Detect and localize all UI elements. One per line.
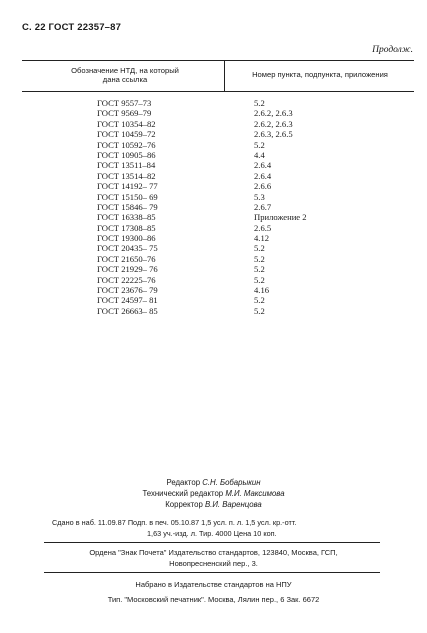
table-row bbox=[0, 150, 427, 160]
table-row bbox=[0, 233, 427, 243]
publisher-line-2: Новопресненский пер., 3. bbox=[169, 559, 258, 568]
table-row bbox=[0, 129, 427, 139]
table-row bbox=[0, 275, 427, 285]
table-row bbox=[0, 295, 427, 305]
table-row bbox=[0, 181, 427, 191]
table-row bbox=[0, 202, 427, 212]
clause-reference: 2.6.3, 2.6.5 bbox=[254, 129, 293, 140]
ntd-designation: ГОСТ 24597– 81 bbox=[97, 295, 158, 306]
clause-reference: 2.6.5 bbox=[254, 222, 272, 233]
ntd-designation: ГОСТ 15846– 79 bbox=[97, 201, 158, 212]
ntd-designation: ГОСТ 19300–86 bbox=[97, 233, 156, 244]
ntd-designation: ГОСТ 26663– 85 bbox=[97, 305, 158, 316]
ntd-designation: ГОСТ 20435– 75 bbox=[97, 243, 158, 254]
ntd-designation: ГОСТ 15150– 69 bbox=[97, 191, 158, 202]
table-row bbox=[0, 171, 427, 181]
typeset-line: Набрано в Издательстве стандартов на НПУ bbox=[135, 580, 292, 589]
clause-reference: 5.3 bbox=[254, 191, 265, 202]
clause-reference: 2.6.4 bbox=[254, 160, 272, 171]
table-row bbox=[0, 119, 427, 129]
clause-reference: 2.6.6 bbox=[254, 181, 272, 192]
tech-editor-name: М.И. Максимова bbox=[225, 489, 285, 498]
table-row bbox=[0, 243, 427, 253]
ntd-designation: ГОСТ 17308–85 bbox=[97, 222, 156, 233]
table-column-divider bbox=[224, 60, 225, 91]
page-header: С. 22 ГОСТ 22357–87 bbox=[22, 22, 122, 33]
ntd-designation: ГОСТ 10592–76 bbox=[97, 139, 156, 150]
table-row bbox=[0, 254, 427, 264]
editor-line: Редактор С.Н. Бобарыкин bbox=[166, 478, 261, 487]
ntd-designation: ГОСТ 13511–84 bbox=[97, 160, 156, 171]
print-info-line-1: Сдано в наб. 11.09.87 Подп. в печ. 05.10.87 1,5 усл. п. л. 1,5 усл. кр.-отт. bbox=[52, 518, 297, 527]
ntd-designation: ГОСТ 9557–73 bbox=[97, 98, 152, 108]
table-row bbox=[0, 264, 427, 274]
clause-reference: 5.2 bbox=[254, 253, 265, 264]
ntd-designation: ГОСТ 9569–79 bbox=[97, 108, 152, 119]
table-row bbox=[0, 192, 427, 202]
clause-reference: 2.6.2, 2.6.3 bbox=[254, 118, 293, 129]
table-row bbox=[0, 98, 427, 108]
proofreader-name: В.И. Варенцова bbox=[204, 500, 262, 509]
editor-name: С.Н. Бобарыкин bbox=[202, 478, 261, 487]
proofreader-line: Корректор В.И. Варенцова bbox=[165, 500, 262, 509]
clause-reference: 5.2 bbox=[254, 305, 265, 316]
clause-reference: 5.2 bbox=[254, 264, 265, 275]
clause-reference: 4.4 bbox=[254, 149, 265, 160]
tech-editor-line: Технический редактор М.И. Максимова bbox=[142, 489, 285, 498]
ntd-designation: ГОСТ 16338–85 bbox=[97, 212, 156, 223]
publisher-line-1: Ордена "Знак Почета" Издательство стандартов, 123840, Москва, ГСП, bbox=[89, 548, 338, 557]
continued-label: Продолж. bbox=[372, 45, 413, 55]
ntd-designation: ГОСТ 13514–82 bbox=[97, 170, 156, 181]
clause-reference: 5.2 bbox=[254, 98, 265, 108]
table-row bbox=[0, 223, 427, 233]
table-row bbox=[0, 285, 427, 295]
ntd-designation: ГОСТ 22225–76 bbox=[97, 274, 156, 285]
ntd-designation: ГОСТ 21929– 76 bbox=[97, 264, 158, 275]
table-top-rule bbox=[22, 60, 414, 61]
table-header-bottom-rule bbox=[22, 91, 414, 92]
clause-reference: 5.2 bbox=[254, 139, 265, 150]
column-header-ntd bbox=[40, 66, 210, 84]
clause-reference: 2.6.7 bbox=[254, 201, 272, 212]
table-row bbox=[0, 160, 427, 170]
ntd-designation: ГОСТ 10354–82 bbox=[97, 118, 156, 129]
ntd-designation: ГОСТ 10905–86 bbox=[97, 149, 156, 160]
table-row bbox=[0, 212, 427, 222]
ntd-designation: ГОСТ 10459–72 bbox=[97, 129, 156, 140]
table-body bbox=[0, 98, 427, 316]
table-row bbox=[0, 108, 427, 118]
printer-line: Тип. "Московский печатник". Москва, Лялин пер., 6 Зак. 6672 bbox=[107, 595, 320, 604]
clause-reference: 5.2 bbox=[254, 274, 265, 285]
ntd-designation: ГОСТ 21650–76 bbox=[97, 253, 156, 264]
table-row bbox=[0, 306, 427, 316]
clause-reference: Приложение 2 bbox=[254, 212, 307, 223]
column-header-ref: Номер пункта, подпункта, приложения bbox=[252, 70, 388, 79]
ntd-designation: ГОСТ 14192– 77 bbox=[97, 181, 158, 192]
clause-reference: 4.12 bbox=[254, 233, 270, 244]
print-info-line-2: 1,63 уч.-изд. л. Тир. 4000 Цена 10 коп. bbox=[147, 529, 277, 538]
imprint-divider-2 bbox=[44, 572, 380, 573]
table-row bbox=[0, 140, 427, 150]
column-header-ntd-line2: дана ссылка bbox=[102, 75, 148, 84]
ntd-designation: ГОСТ 23676– 79 bbox=[97, 285, 158, 296]
clause-reference: 2.6.4 bbox=[254, 170, 272, 181]
clause-reference: 2.6.2, 2.6.3 bbox=[254, 108, 293, 119]
clause-reference: 4.16 bbox=[254, 285, 270, 296]
clause-reference: 5.2 bbox=[254, 295, 265, 306]
imprint-divider-1 bbox=[44, 542, 380, 543]
clause-reference: 5.2 bbox=[254, 243, 265, 254]
column-header-ntd-line1: Обозначение НТД, на который bbox=[71, 66, 179, 75]
